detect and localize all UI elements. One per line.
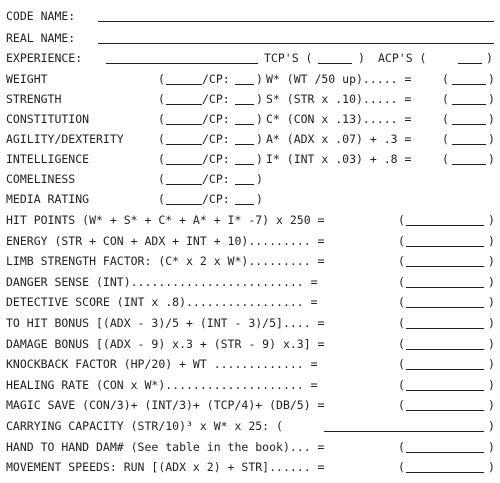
attribute-name: WEIGHT	[6, 72, 48, 86]
derived-open-paren: (	[398, 295, 405, 310]
derived-label: LIMB STRENGTH FACTOR: (C* x 2 x W*)......... =	[6, 254, 325, 269]
derived-close-paren: )	[488, 316, 495, 330]
derived-close-paren: )	[488, 398, 495, 413]
derived-row	[6, 210, 496, 230]
attribute-result-open-paren: (	[442, 152, 449, 166]
acps-field[interactable]	[458, 63, 482, 64]
derived-result-field[interactable]	[406, 452, 484, 453]
attribute-close-paren: )	[256, 172, 263, 186]
derived-open-paren: (	[398, 233, 405, 248]
attribute-open-paren: (	[158, 112, 165, 126]
derived-result-field[interactable]	[406, 225, 484, 226]
attribute-cp-label: /CP:	[202, 132, 230, 146]
tcps-close-paren: )	[358, 51, 365, 65]
derived-row	[6, 416, 496, 436]
derived-close-paren: )	[488, 377, 495, 392]
derived-open-paren: (	[398, 254, 405, 269]
derived-label: DETECTIVE SCORE (INT x .8)................. =	[6, 295, 318, 310]
real-name-row	[6, 28, 496, 48]
derived-row	[6, 313, 496, 333]
derived-label: DANGER SENSE (INT)......................... =	[6, 274, 318, 289]
attribute-value-field[interactable]	[166, 204, 202, 205]
derived-close-paren: )	[488, 233, 495, 248]
derived-close-paren: )	[488, 439, 495, 454]
attribute-result-close-paren: )	[488, 92, 495, 106]
attribute-name: INTELLIGENCE	[6, 152, 90, 166]
derived-result-field[interactable]	[406, 266, 484, 267]
derived-row	[6, 251, 496, 271]
derived-result-field[interactable]	[406, 410, 484, 411]
attribute-open-paren: (	[158, 172, 165, 186]
derived-row	[6, 231, 496, 251]
derived-close-paren: )	[488, 336, 495, 351]
attribute-cp-field[interactable]	[235, 104, 254, 105]
derived-close-paren: )	[488, 357, 495, 372]
attribute-result-close-paren: )	[488, 152, 495, 166]
derived-row	[6, 292, 496, 312]
attribute-result-close-paren: )	[488, 72, 495, 86]
derived-close-paren: )	[488, 213, 495, 227]
real-name-field[interactable]	[98, 43, 494, 44]
derived-row	[6, 334, 496, 354]
derived-result-field[interactable]	[406, 307, 484, 308]
attribute-cp-label: /CP:	[202, 152, 230, 166]
derived-result-field[interactable]	[406, 287, 484, 288]
attribute-value-field[interactable]	[166, 144, 202, 145]
attribute-open-paren: (	[158, 132, 165, 146]
experience-label: EXPERIENCE:	[6, 51, 83, 65]
code-name-label: CODE NAME:	[6, 9, 76, 23]
derived-label: HEALING RATE (CON x W*).................... =	[6, 377, 318, 392]
attribute-value-field[interactable]	[166, 104, 202, 105]
attribute-cp-field[interactable]	[235, 144, 254, 145]
derived-open-paren: (	[398, 274, 405, 289]
attribute-cp-field[interactable]	[235, 164, 254, 165]
attribute-name: MEDIA RATING	[6, 192, 90, 206]
acps-close-paren: )	[486, 51, 493, 65]
derived-result-field[interactable]	[406, 472, 484, 473]
attribute-formula: S* (STR x .10)..... =	[266, 92, 412, 106]
attribute-cp-label: /CP:	[202, 172, 230, 186]
derived-row	[6, 272, 496, 292]
derived-result-field[interactable]	[406, 246, 484, 247]
attribute-cp-field[interactable]	[235, 124, 254, 125]
derived-label: MAGIC SAVE (CON/3)+ (INT/3)+ (TCP/4)+ (DB/5) =	[6, 398, 325, 413]
derived-result-field[interactable]	[406, 390, 484, 391]
attribute-value-field[interactable]	[166, 84, 202, 85]
attribute-result-open-paren: (	[442, 132, 449, 146]
derived-close-paren: )	[488, 274, 495, 289]
derived-row	[6, 354, 496, 374]
experience-field[interactable]	[106, 63, 258, 64]
derived-result-field[interactable]	[406, 328, 484, 329]
attribute-result-field[interactable]	[452, 164, 486, 165]
attribute-row	[6, 149, 496, 169]
derived-open-paren: (	[398, 213, 405, 227]
attribute-cp-label: /CP:	[202, 72, 230, 86]
attribute-row	[6, 169, 496, 189]
derived-open-paren: (	[398, 357, 405, 372]
derived-label: HAND TO HAND DAM# (See table in the book)... =	[6, 439, 325, 454]
derived-label: DAMAGE BONUS [(ADX - 9) x.3 + (STR - 9) x.3] =	[6, 336, 325, 351]
attribute-name: CONSTITUTION	[6, 112, 90, 126]
attribute-value-field[interactable]	[166, 164, 202, 165]
derived-label: CARRYING CAPACITY (STR/10)³ x W* x 25: (	[6, 419, 283, 433]
attribute-cp-label: /CP:	[202, 92, 230, 106]
attribute-result-field[interactable]	[452, 144, 486, 145]
derived-open-paren: (	[398, 377, 405, 392]
attribute-open-paren: (	[158, 92, 165, 106]
attribute-result-open-paren: (	[442, 112, 449, 126]
derived-row	[6, 395, 496, 415]
attribute-close-paren: )	[256, 132, 263, 146]
attribute-open-paren: (	[158, 152, 165, 166]
attribute-row	[6, 69, 496, 89]
attribute-close-paren: )	[256, 72, 263, 86]
attribute-formula: W* (WT /50 up)..... =	[266, 72, 412, 86]
derived-open-paren: (	[398, 439, 405, 454]
attribute-name: STRENGTH	[6, 92, 62, 106]
derived-close-paren: )	[488, 295, 495, 310]
attribute-formula: C* (CON x .13)..... =	[266, 112, 412, 126]
attribute-result-close-paren: )	[488, 112, 495, 126]
derived-open-paren: (	[398, 460, 405, 475]
attribute-open-paren: (	[158, 192, 165, 206]
real-name-label: REAL NAME:	[6, 31, 76, 45]
experience-row	[6, 48, 496, 68]
attribute-cp-field[interactable]	[235, 204, 254, 205]
attribute-row	[6, 129, 496, 149]
attribute-result-field[interactable]	[452, 84, 486, 85]
derived-row	[6, 437, 496, 457]
attribute-row	[6, 89, 496, 109]
derived-result-field[interactable]	[406, 349, 484, 350]
code-name-field[interactable]	[98, 21, 494, 22]
tcps-field[interactable]	[318, 63, 352, 64]
attribute-value-field[interactable]	[166, 124, 202, 125]
attribute-cp-field[interactable]	[235, 84, 254, 85]
derived-close-paren: )	[488, 460, 495, 475]
derived-label: TO HIT BONUS [(ADX - 3)/5 + (INT - 3)/5].... =	[6, 316, 325, 330]
attribute-close-paren: )	[256, 192, 263, 206]
derived-label: ENERGY (STR + CON + ADX + INT + 10)......... =	[6, 233, 325, 248]
attribute-name: AGILITY/DEXTERITY	[6, 132, 124, 146]
tcps-label: TCP'S (	[264, 51, 313, 65]
attribute-result-open-paren: (	[442, 92, 449, 106]
derived-close-paren: )	[488, 254, 495, 269]
attribute-open-paren: (	[158, 72, 165, 86]
code-name-row	[6, 6, 496, 26]
derived-result-field[interactable]	[324, 431, 484, 432]
derived-row	[6, 375, 496, 395]
derived-open-paren: (	[398, 336, 405, 351]
attribute-close-paren: )	[256, 92, 263, 106]
attribute-cp-field[interactable]	[235, 184, 254, 185]
attribute-result-open-paren: (	[442, 72, 449, 86]
attribute-formula: A* (ADX x .07) + .3 =	[266, 132, 412, 146]
derived-open-paren: (	[398, 316, 405, 330]
attribute-close-paren: )	[256, 152, 263, 166]
attribute-close-paren: )	[256, 112, 263, 126]
derived-label: MOVEMENT SPEEDS: RUN [(ADX x 2) + STR]...... =	[6, 460, 325, 475]
attribute-result-field[interactable]	[452, 124, 486, 125]
derived-row	[6, 457, 496, 477]
attribute-formula: I* (INT x .03) + .8 =	[266, 152, 412, 166]
acps-label: ACP'S (	[378, 51, 427, 65]
derived-label: HIT POINTS (W* + S* + C* + A* + I* -7) x 250 =	[6, 213, 325, 227]
derived-label: KNOCKBACK FACTOR (HP/20) + WT ............. =	[6, 357, 318, 372]
attribute-value-field[interactable]	[166, 184, 202, 185]
attribute-name: COMELINESS	[6, 172, 76, 186]
attribute-cp-label: /CP:	[202, 192, 230, 206]
derived-close-paren: )	[488, 419, 495, 433]
derived-open-paren: (	[398, 398, 405, 413]
attribute-row	[6, 109, 496, 129]
derived-result-field[interactable]	[406, 369, 484, 370]
attribute-row	[6, 189, 496, 209]
attribute-result-close-paren: )	[488, 132, 495, 146]
attribute-result-field[interactable]	[452, 104, 486, 105]
attribute-cp-label: /CP:	[202, 112, 230, 126]
